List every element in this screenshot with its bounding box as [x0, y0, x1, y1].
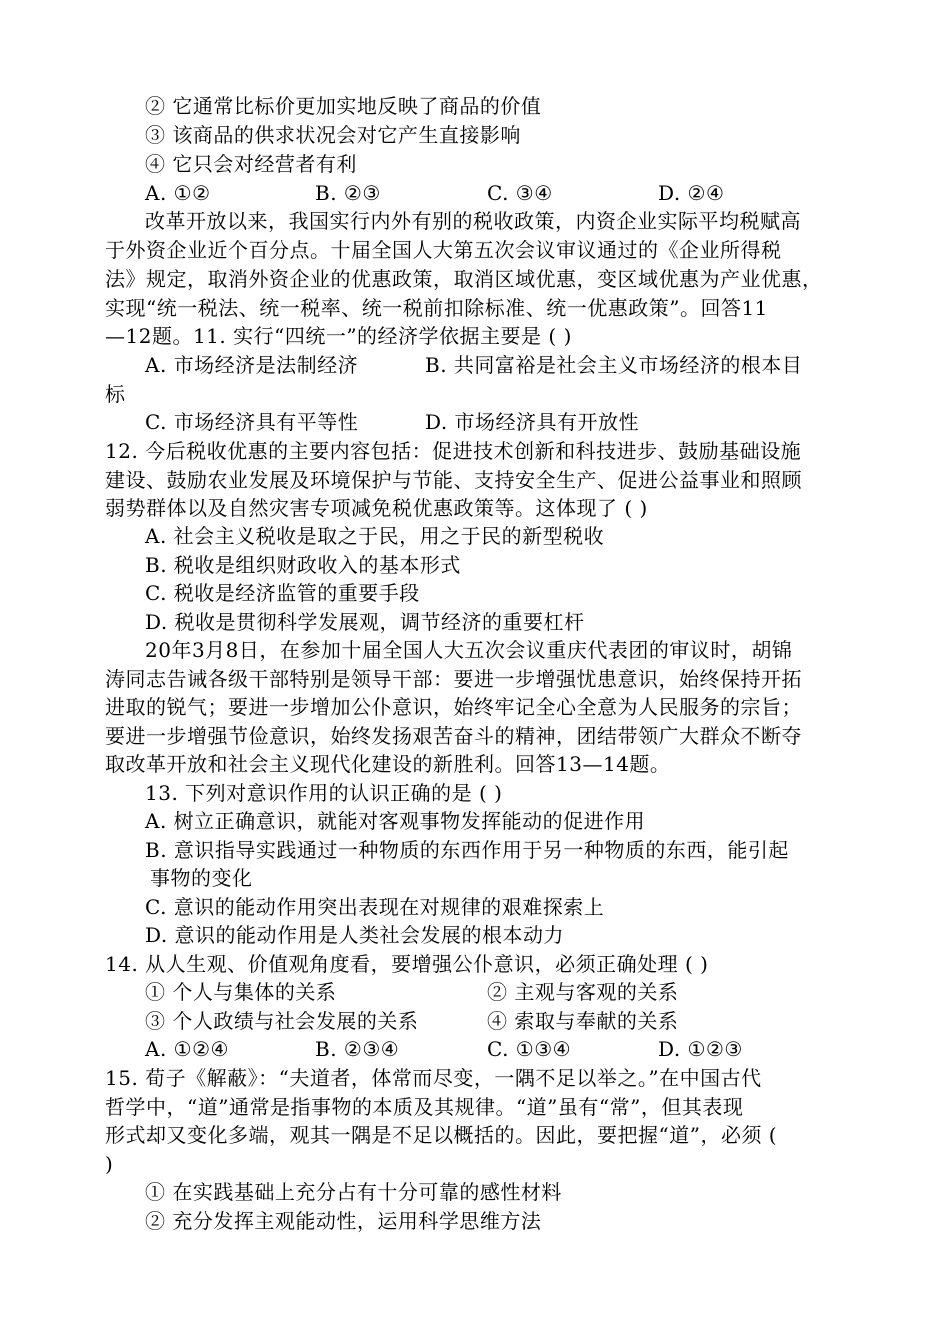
q10-option-d: D. ②④ [658, 181, 725, 205]
q13-stem: 13. 下列对意识作用的认识正确的是 ( ) [145, 781, 503, 805]
q15-stem-line-4: ) [105, 1152, 114, 1176]
q14-statement-4: ④ 索取与奉献的关系 [487, 1009, 679, 1033]
q13-option-d: D. 意识的能动作用是人类社会发展的根本动力 [145, 923, 565, 947]
q11-option-d: D. 市场经济具有开放性 [425, 410, 640, 434]
q14-option-a: A. ①②④ [145, 1037, 229, 1061]
q14-statement-3: ③ 个人政绩与社会发展的关系 [145, 1009, 419, 1033]
q14-option-b: B. ②③④ [315, 1037, 400, 1061]
intro13-line-1: 20年3月8日，在参加十届全国人大五次会议重庆代表团的审议时，胡锦 [145, 638, 793, 662]
intro13-line-3: 进取的锐气；要进一步增加公仆意识，始终牢记全心全意为人民服务的宗旨； [105, 695, 802, 719]
intro11-line-4: 实现“统一税法、统一税率、统一税前扣除标准、统一优惠政策”。回答11 [105, 296, 768, 320]
q11-option-b: B. 共同富裕是社会主义市场经济的根本目 [425, 353, 803, 377]
q14-statement-1: ① 个人与集体的关系 [145, 980, 337, 1004]
q12-stem-line-2: 建设、鼓励农业发展及环境保护与节能、支持安全生产、促进公益事业和照顾 [105, 468, 802, 492]
q10-option-b: B. ②③ [315, 181, 381, 205]
q12-stem-line-3: 弱势群体以及自然灾害专项减免税优惠政策等。这体现了 ( ) [105, 496, 648, 520]
q15-stem-line-3: 形式却又变化多端，观其一隅是不足以概括的。因此，要把握“道”，必须 ( [105, 1123, 778, 1147]
q10-statement-4: ④ 它只会对经营者有利 [145, 152, 357, 176]
q15-statement-1: ① 在实践基础上充分占有十分可靠的感性材料 [145, 1180, 562, 1204]
q11-option-b-continued: 标 [105, 382, 126, 406]
q15-stem-line-1: 15. 荀子《解蔽》：“夫道者，体常而尽变，一隅不足以举之。”在中国古代 [105, 1066, 762, 1090]
intro13-line-4: 要进一步增强节俭意识，始终发扬艰苦奋斗的精神，团结带领广大群众不断夺 [105, 724, 802, 748]
q13-option-b: B. 意识指导实践通过一种物质的东西作用于另一种物质的东西，能引起 [145, 838, 789, 862]
q14-stem: 14. 从人生观、价值观角度看，要增强公仆意识，必须正确处理 ( ) [105, 952, 709, 976]
intro13-line-2: 涛同志告诫各级干部特别是领导干部：要进一步增强忧患意识，始终保持开拓 [105, 667, 802, 691]
q13-option-b-continued: 事物的变化 [150, 866, 253, 890]
q10-option-a: A. ①② [145, 181, 211, 205]
q12-option-b: B. 税收是组织财政收入的基本形式 [145, 553, 461, 577]
q12-stem-line-1: 12. 今后税收优惠的主要内容包括：促进技术创新和科技进步、鼓励基础设施 [105, 439, 802, 463]
q10-statement-3: ③ 该商品的供求状况会对它产生直接影响 [145, 123, 521, 147]
q13-option-a: A. 树立正确意识，就能对客观事物发挥能动的促进作用 [145, 809, 646, 833]
intro11-line-2: 于外资企业近个百分点。十届全国人大第五次会议审议通过的《企业所得税 [105, 238, 782, 262]
q14-option-c: C. ①③④ [487, 1037, 572, 1061]
intro11-line-3: 法》规定，取消外资企业的优惠政策，取消区域优惠，变区域优惠为产业优惠， [105, 267, 823, 291]
q14-option-d: D. ①②③ [658, 1037, 743, 1061]
intro11-line-1: 改革开放以来，我国实行内外有别的税收政策，内资企业实际平均税赋高 [145, 209, 801, 233]
q12-option-c: C. 税收是经济监管的重要手段 [145, 581, 420, 605]
intro13-line-5: 取改革开放和社会主义现代化建设的新胜利。回答13—14题。 [105, 752, 671, 776]
q15-statement-2: ② 充分发挥主观能动性，运用科学思维方法 [145, 1209, 542, 1233]
q11-option-c: C. 市场经济具有平等性 [145, 410, 359, 434]
q14-statement-2: ② 主观与客观的关系 [487, 980, 679, 1004]
q12-option-d: D. 税收是贯彻科学发展观，调节经济的重要杠杆 [145, 610, 585, 634]
intro11-line-5: —12题。11. 实行“四统一”的经济学依据主要是 ( ) [105, 324, 572, 348]
q13-option-c: C. 意识的能动作用突出表现在对规律的艰难探索上 [145, 895, 605, 919]
q11-option-a: A. 市场经济是法制经济 [145, 353, 359, 377]
q12-option-a: A. 社会主义税收是取之于民，用之于民的新型税收 [145, 524, 605, 548]
q10-option-c: C. ③④ [487, 181, 553, 205]
q15-stem-line-2: 哲学中，“道”通常是指事物的本质及其规律。“道”虽有“常”，但其表现 [105, 1095, 744, 1119]
q10-statement-2: ② 它通常比标价更加实地反映了商品的价值 [145, 94, 542, 118]
